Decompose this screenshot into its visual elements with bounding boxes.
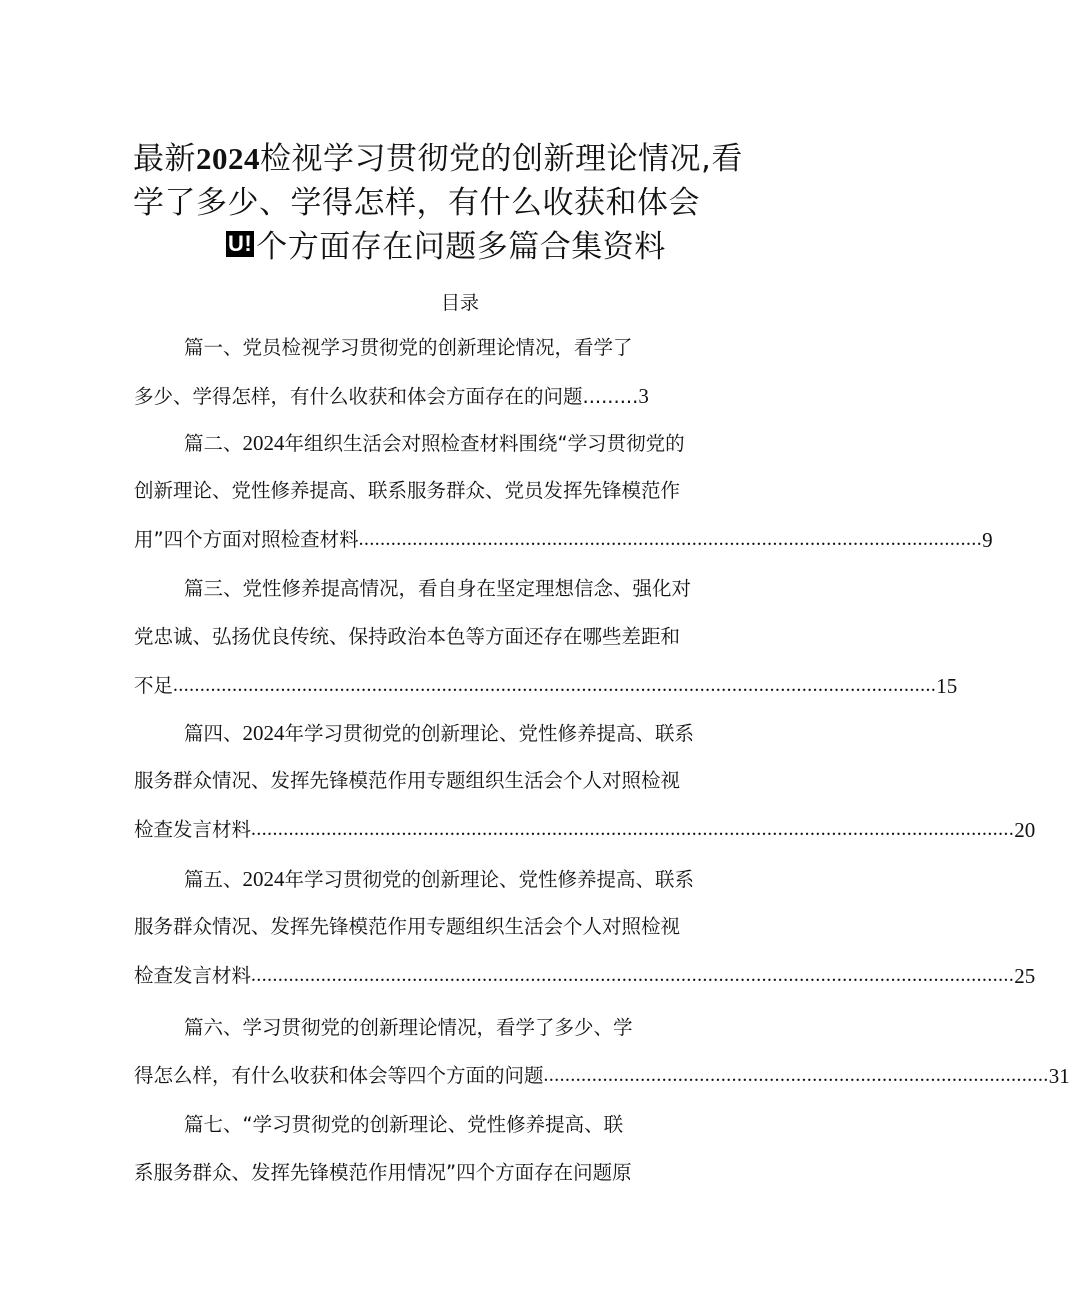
toc-entry-2-line-1: 篇二、2024年组织生活会对照检查材料围绕“学习贯彻党的 <box>184 431 685 455</box>
toc-entry-3-line-2: 党忠诚、弘扬优良传统、保持政治本色等方面还存在哪些差距和 <box>134 625 681 648</box>
toc-entry-3-page: 15 <box>936 674 958 698</box>
toc-entry-7-line-2: 系服务群众、发挥先锋模范作用情况”四个方面存在问题原 <box>134 1161 632 1184</box>
toc-entry-6-line-1: 篇六、学习贯彻党的创新理论情况，看学了多少、学 <box>184 1016 633 1039</box>
document-title-line-3: U! 个方面存在问题多篇合集资料 <box>228 229 666 265</box>
toc-entry-2-line-2: 创新理论、党性修养提高、联系服务群众、党员发挥先锋模范作 <box>134 479 681 502</box>
toc-entry-5-page: 25 <box>1014 964 1036 988</box>
title-badge: U! <box>228 231 253 256</box>
toc-entry-2-line-3: 用”四个方面对照检查材料 .................................................................................................................... 9 <box>134 525 789 555</box>
toc-entry-6-line-2: 得怎么样，有什么收获和体会等四个方面的问题 .............................................................................................. 31 <box>134 1061 789 1091</box>
toc-entry-1-page: 3 <box>638 384 649 408</box>
toc-entry-5-line-2: 服务群众情况、发挥先锋模范作用专题组织生活会个人对照检视 <box>134 915 681 938</box>
toc-entry-3-line-1: 篇三、党性修养提高情况，看自身在坚定理想信念、强化对 <box>184 577 692 600</box>
toc-entry-4-line-1: 篇四、2024年学习贯彻党的创新理论、党性修养提高、联系 <box>184 721 695 745</box>
toc-entry-5-line-1: 篇五、2024年学习贯彻党的创新理论、党性修养提高、联系 <box>184 867 695 891</box>
document-title-line-2: 学了多少、学得怎样，有什么收获和体会 <box>133 185 700 221</box>
toc-entry-4-page: 20 <box>1014 818 1036 842</box>
document-title-line-1: 最新2024检视学习贯彻党的创新理论情况,看 <box>133 141 743 177</box>
toc-entry-7-line-1: 篇七、“学习贯彻党的创新理论、党性修养提高、联 <box>184 1113 624 1136</box>
toc-entry-4-line-3: 检查发言材料 .............................................................................................................................................. 20 <box>134 815 789 845</box>
toc-entry-6-page: 31 <box>1048 1064 1070 1088</box>
toc-heading: 目录 <box>440 292 479 314</box>
toc-entry-3-line-3: 不足 .............................................................................................................................................. 15 <box>134 671 789 701</box>
toc-entry-1-line-2: 多少、学得怎样，有什么收获和体会方面存在的问题.........3 <box>134 384 649 408</box>
toc-entry-2-page: 9 <box>982 528 993 552</box>
toc-entry-4-line-2: 服务群众情况、发挥先锋模范作用专题组织生活会个人对照检视 <box>134 769 681 792</box>
toc-entry-1-line-1: 篇一、党员检视学习贯彻党的创新理论情况，看学了 <box>184 336 633 359</box>
toc-entry-5-line-3: 检查发言材料 .............................................................................................................................................. 25 <box>134 961 789 991</box>
